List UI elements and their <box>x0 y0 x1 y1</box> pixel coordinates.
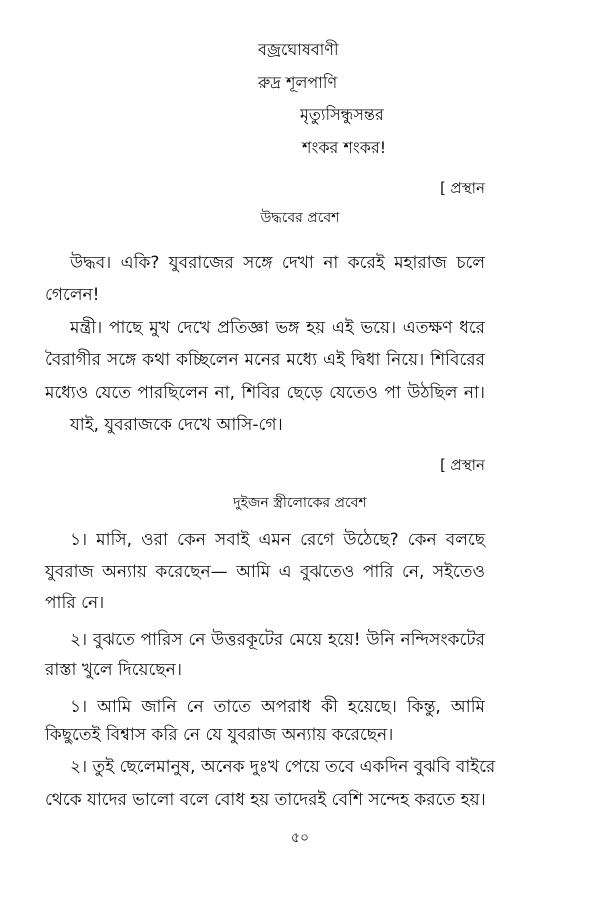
stage-direction-exit: [ প্রস্থান <box>439 179 485 197</box>
scene-heading: উদ্ধবের প্রবেশ <box>260 210 340 226</box>
text-line: ২। বুঝতে পারিস নে উত্তরকূটের মেয়ে হয়ে! উনি নন্দিসংকটের <box>70 630 485 650</box>
text-line: পারি নে। <box>45 593 105 613</box>
text-line: ১। আমি জানি নে তাতে অপরাধ কী হয়েছে। কিন্তু, আমি <box>70 697 485 717</box>
page-number: ৫০ <box>290 830 310 846</box>
text-line: বৈরাগীর সঙ্গে কথা কচ্ছিলেন মনের মধ্যে এই দ্বিধা নিয়ে। শিবিরের <box>45 350 485 370</box>
scene-heading: দুইজন স্ত্রীলোকের প্রবেশ <box>233 495 367 511</box>
text-line: ১। মাসি, ওরা কেন সবাই এমন রেগে উঠেছে? কেন বলছে <box>70 530 485 550</box>
verse-line: মৃত্যুসিন্ধুসন্তর <box>300 105 384 124</box>
text-line: মধ্যেও যেতে পারছিলেন না, শিবির ছেড়ে যেতেও পা উঠছিল না। <box>45 383 485 403</box>
text-line: ২। তুই ছেলেমানুষ, অনেক দুঃখ পেয়ে তবে একদিন বুঝবি বাইরে <box>70 757 496 777</box>
stage-direction-exit: [ প্রস্থান <box>439 456 485 474</box>
text-line: মন্ত্রী। পাছে মুখ দেখে প্রতিজ্ঞা ভঙ্গ হয় এই ভয়ে। এতক্ষণ ধরে <box>70 318 485 338</box>
text-line: থেকে যাদের ভালো বলে বোধ হয় তাদেরই বেশি সন্দেহ করতে হয়। <box>45 790 486 810</box>
text-line: গেলেন! <box>45 285 100 305</box>
text-line: রাস্তা খুলে দিয়েছেন। <box>45 660 182 680</box>
verse-line: রুদ্র শূলপাণি <box>258 73 338 92</box>
text-line: উদ্ধব। একি? যুবরাজের সঙ্গে দেখা না করেই মহারাজ চলে <box>70 253 485 273</box>
text-line: যুবরাজ অন্যায় করেছেন— আমি এ বুঝতেও পারি নে, সইতেও <box>45 562 485 582</box>
text-line: কিছুতেই বিশ্বাস করি নে যে যুবরাজ অন্যায় করেছেন। <box>45 725 394 745</box>
verse-line: বজ্রঘোষবাণী <box>258 40 339 59</box>
text-line: যাই, যুবরাজকে দেখে আসি-গে। <box>70 415 283 435</box>
verse-line: শংকর শংকর! <box>302 138 387 157</box>
